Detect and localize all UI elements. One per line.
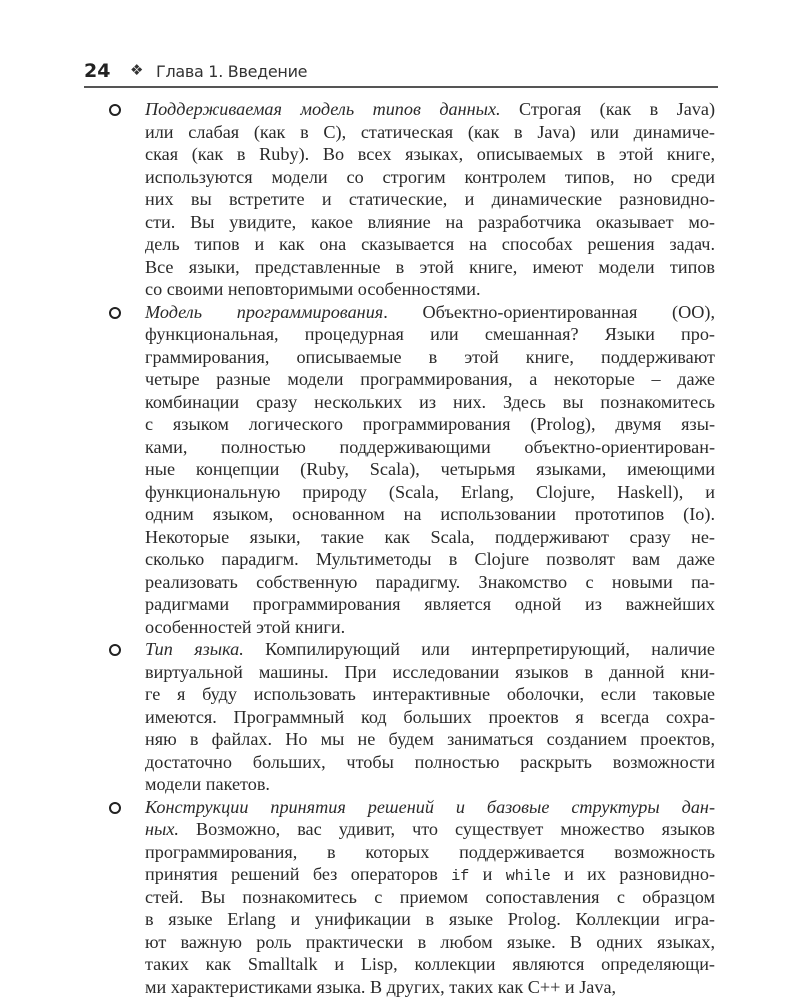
text-line [145, 413, 715, 436]
text-segment: ская (как в Ruby). Во всех языках, описываемых в этой книге, [145, 144, 715, 164]
text-line [145, 953, 715, 976]
text-segment: ные концепции (Ruby, Scala), четырьмя языками, имеющими [145, 459, 715, 479]
text-segment: виртуальной машины. При исследовании языков в данной кни- [145, 661, 715, 682]
text-segment: имеются. Программный код больших проектов я всегда сохра- [145, 706, 715, 727]
text-line [145, 908, 715, 931]
text-line [145, 593, 715, 616]
ornament-icon: ❖ [130, 61, 144, 79]
text-segment: ками, полностью поддерживающими объектно-ориентирован- [145, 436, 715, 457]
bullet-circle-icon [109, 644, 121, 656]
text-line [145, 211, 715, 234]
text-line [145, 143, 715, 166]
code-keyword: while [505, 868, 551, 885]
text-segment: стей. Вы познакомитесь с приемом сопоставления с образцом [145, 886, 715, 907]
text-line [145, 841, 715, 864]
text-segment: граммирования, описываемые в этой книге, поддерживают [145, 346, 715, 367]
text-segment: со своими неповторимыми особенностями. [145, 279, 481, 299]
text-line [145, 976, 715, 999]
text-line [145, 278, 715, 301]
text-line [145, 436, 715, 459]
text-segment: радигмами программирования является одной из важнейших [145, 594, 715, 614]
text-segment: Компилирующий или интерпретирующий, наличие [265, 639, 716, 659]
text-line [145, 346, 715, 369]
text-segment: Все языки, представленные в этой книге, имеют модели типов [145, 256, 715, 277]
text-segment: Некоторые языки, такие как Scala, поддерживают сразу не- [145, 526, 715, 547]
text-segment: няю в файлах. Но мы не будем заниматься созданием проектов, [145, 729, 715, 749]
italic-term: Конструкции принятия решений и базовые структуры дан- [145, 796, 715, 817]
chapter-title: Глава 1. Введение [156, 62, 308, 81]
text-line [145, 256, 715, 279]
text-line [145, 233, 715, 256]
text-line [145, 931, 715, 954]
text-line [145, 638, 715, 661]
text-line [145, 458, 715, 481]
text-segment: модели пакетов. [145, 774, 270, 794]
text-line [145, 301, 715, 324]
text-segment: принятия решений без операторов [145, 864, 452, 884]
page-body [0, 98, 800, 998]
text-segment: сти. Вы увидите, какое влияние на разработчика оказывает мо- [145, 211, 715, 232]
page-number: 24 [84, 60, 111, 82]
text-segment: одним языком, основанном на использовании прототипов (Io). [145, 504, 715, 524]
text-segment: четыре разные модели программирования, а некоторые – даже [145, 369, 715, 389]
text-segment: функциональную природу (Scala, Erlang, Clojure, Haskell), и [145, 481, 715, 502]
text-line [145, 121, 715, 144]
text-segment: и их разновидно- [550, 864, 715, 884]
text-line [145, 481, 715, 504]
italic-term: Модель программирования [145, 301, 384, 322]
italic-term: Тип языка. [145, 639, 244, 659]
bullet-item [0, 301, 800, 639]
text-segment: с языком логического программирования (Prolog), двумя язы- [145, 414, 715, 434]
text-segment: ют важную роль практически в любом языке. В одних языках, [145, 931, 715, 952]
text-line [145, 368, 715, 391]
text-line [145, 818, 715, 841]
text-segment: в языке Erlang и унификации в языке Prolog. Коллекции игра- [145, 909, 715, 929]
text-segment: Строгая (как в Java) [519, 99, 715, 119]
text-line [145, 98, 715, 121]
text-segment: Возможно, вас удивит, что существует множество языков [195, 819, 715, 839]
text-segment: функциональная, процедурная или смешанная? Языки про- [145, 324, 715, 344]
text-line [145, 796, 715, 819]
text-segment: дель типов и как она сказывается на способах решения задач. [145, 234, 715, 254]
text-line [145, 548, 715, 571]
text-segment: . Объектно-ориентированная (ОО), [383, 301, 715, 322]
text-line [145, 751, 715, 774]
bullet-circle-icon [109, 802, 121, 814]
text-line [145, 503, 715, 526]
text-segment: таких как Smalltalk и Lisp, коллекции являются определяющи- [145, 954, 715, 974]
text-segment: них вы встретите и статические, и динамические разновидно- [145, 189, 715, 209]
bullet-item [0, 638, 800, 796]
italic-term: Поддерживаемая модель типов данных. [145, 99, 501, 119]
text-segment: достаточно больших, чтобы полностью раскрыть возможности [145, 751, 715, 772]
bullet-circle-icon [109, 104, 121, 116]
bullet-item [0, 796, 800, 999]
text-line [145, 773, 715, 796]
text-line [145, 323, 715, 346]
text-line [145, 863, 715, 886]
running-header [84, 60, 718, 88]
text-line [145, 391, 715, 414]
text-segment: ми характеристиками языка. В других, таких как C++ и Java, [145, 976, 617, 997]
code-keyword: if [451, 868, 470, 885]
text-line [145, 886, 715, 909]
text-line [145, 706, 715, 729]
text-line [145, 166, 715, 189]
text-line [145, 683, 715, 706]
text-line [145, 661, 715, 684]
text-line [145, 571, 715, 594]
text-segment: или слабая (как в C), статическая (как в Java) или динамиче- [145, 121, 715, 142]
text-segment: особенностей этой книги. [145, 616, 346, 637]
text-segment: сколько парадигм. Мультиметоды в Clojure позволят вам даже [145, 549, 715, 569]
text-line [145, 616, 715, 639]
text-segment: ге я буду использовать интерактивные оболочки, если таковые [145, 684, 715, 704]
text-segment: реализовать собственную парадигму. Знакомство с новыми па- [145, 571, 715, 592]
bullet-circle-icon [109, 307, 121, 319]
text-segment: используются модели со строгим контролем типов, но среди [145, 166, 715, 187]
text-line [145, 526, 715, 549]
text-segment: программирования, в которых поддерживается возможность [145, 841, 715, 862]
text-line [145, 728, 715, 751]
text-line [145, 188, 715, 211]
text-segment: и [469, 864, 506, 884]
text-segment: комбинации сразу нескольких из них. Здесь вы познакомитесь [145, 391, 715, 412]
italic-term: ных. [145, 819, 179, 839]
bullet-item [0, 98, 800, 301]
